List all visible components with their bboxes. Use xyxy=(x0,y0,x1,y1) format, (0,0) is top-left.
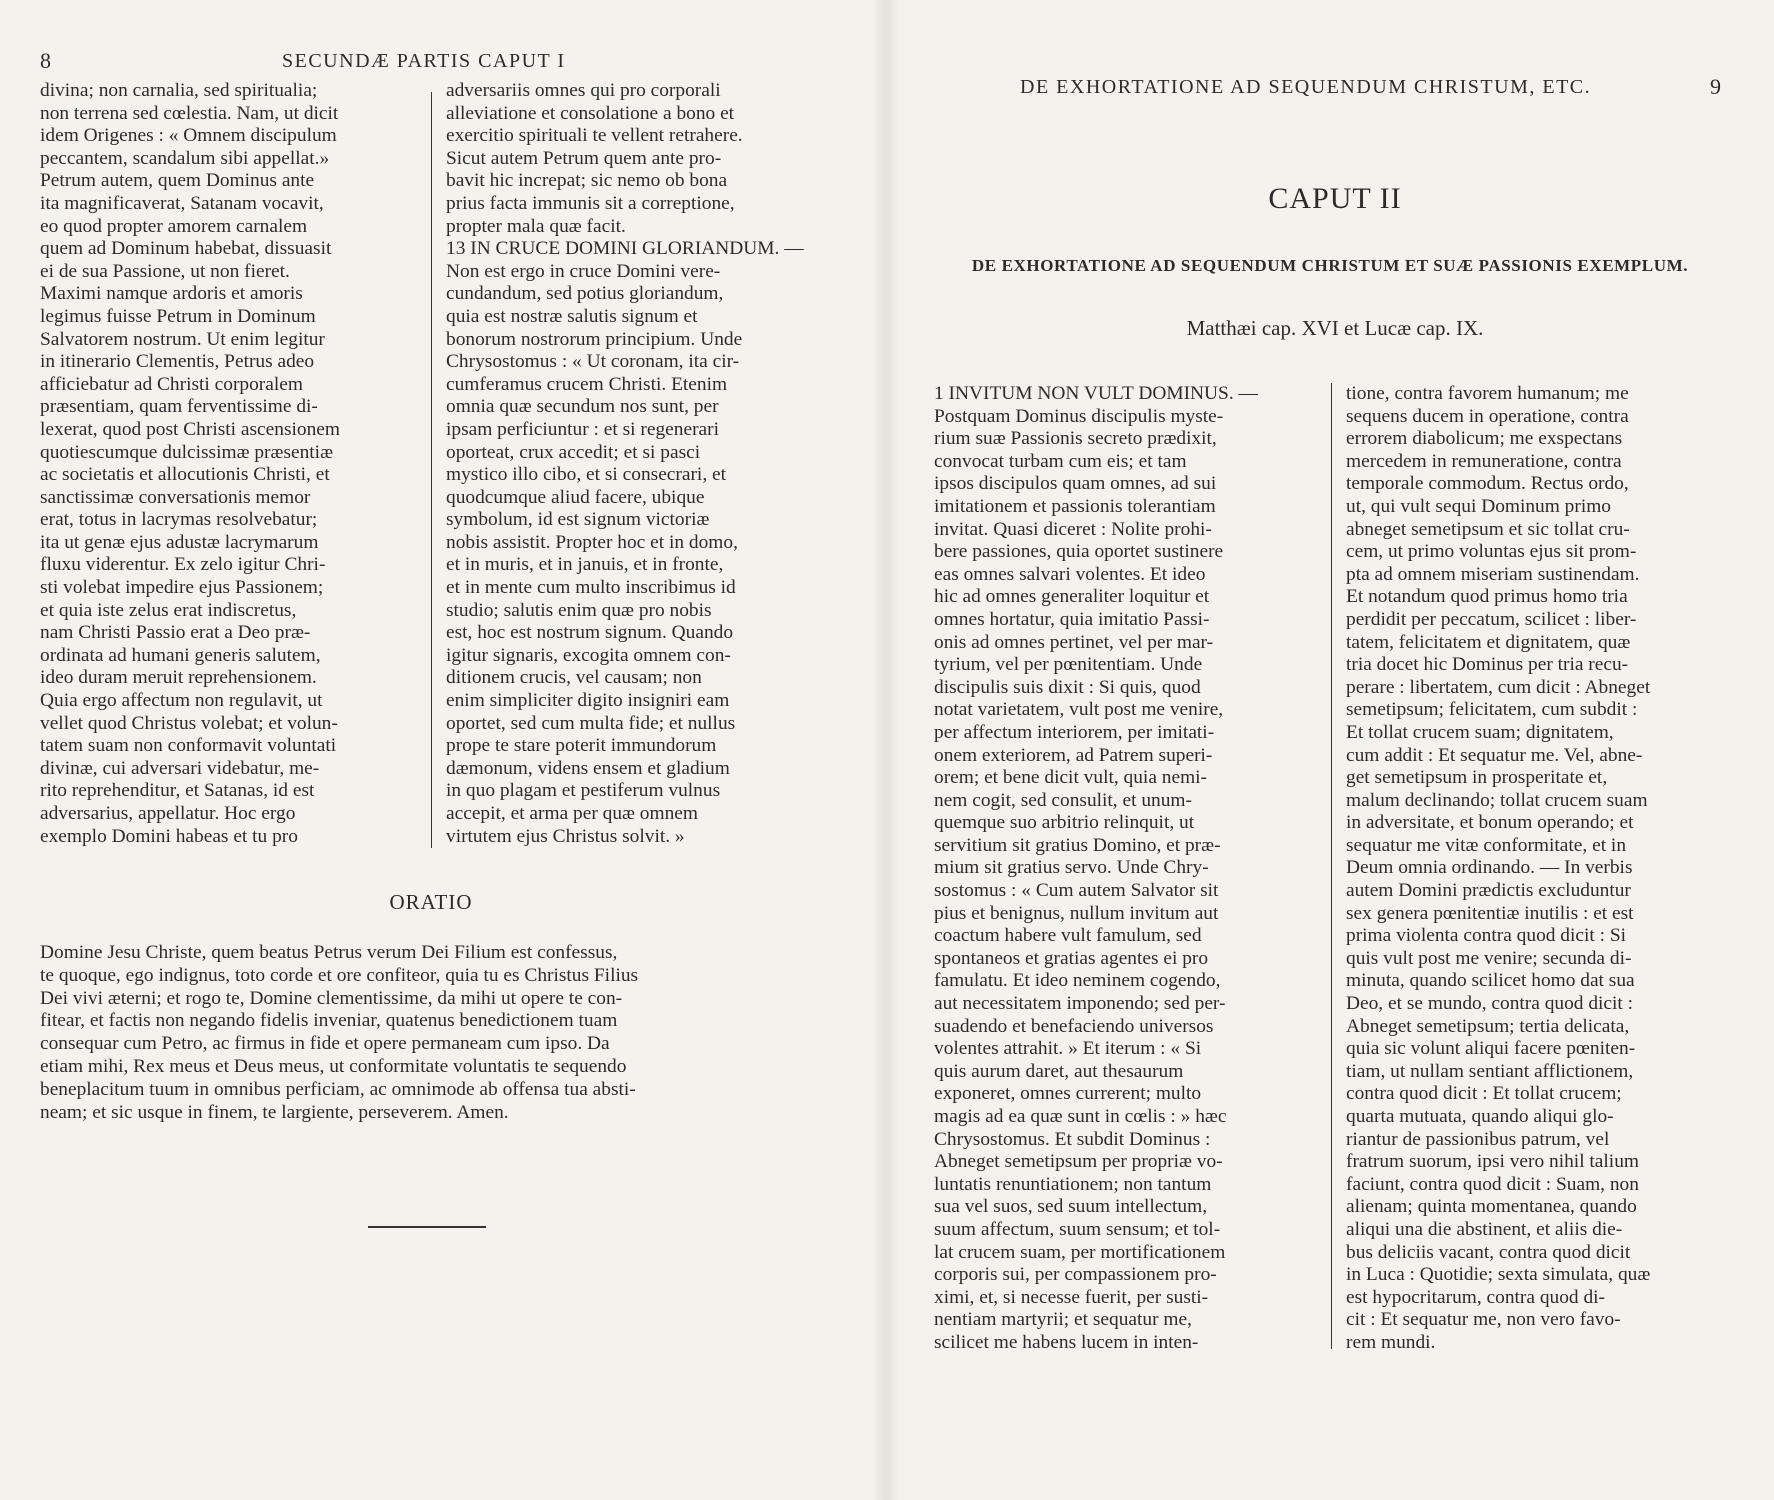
closing-rule xyxy=(368,1226,486,1228)
running-head-right: DE EXHORTATIONE AD SEQUENDUM CHRISTUM, ETC. xyxy=(1020,76,1592,98)
chapter-title: CAPUT II xyxy=(1268,182,1402,215)
left-column-1: divina; non carnalia, sed spiritualia; non terrena sed cœlestia. Nam, ut dicit idem Origenes : « Omnem discipulum peccantem, scandalum sibi appellat.» Petrum autem, quem Dominus ante ita magnificaverat, Satanam vocavit, eo quod propter amorem carnalem quem ad Dominum habebat, dissuasit ei de sua Passione, ut non fieret. Maximi namque ardoris et amoris legimus fuisse Petrum in Dominum Salvatorem nostrum. Ut enim legitur in itinerario Clementis, Petrus adeo afficiebatur ad Christi corporalem præsentiam, quam ferventissime di- lexerat, quod post Christi ascensionem quotiescumque dulcissimæ præsentiæ ac societatis et allocutionis Christi, et sanctissimæ conversationis memor erat, totus in lacrymas resolvebatur; ita ut genæ ejus adustæ lacrymarum fluxu viderentur. Ex zelo igitur Chri- sti volebat impedire ejus Passionem; et quia iste zelus erat indiscretus, nam Christi Passio erat a Deo præ- ordinata ad humani generis salutem, ideo duram meruit reprehensionem. Quia ergo affectum non regulavit, ut vellet quod Christus volebat; et volun- tatem suam non conformavit voluntati divinæ, cui adversari videbatur, me- rito reprehenditur, et Satanas, id est adversarius, appellatur. Hoc ergo exemplo Domini habeas et tu pro xyxy=(40,80,340,847)
chapter-subtitle: DE EXHORTATIONE AD SEQUENDUM CHRISTUM ET SUÆ PASSIONIS EXEMPLUM. xyxy=(971,256,1689,275)
page-number-left: 8 xyxy=(40,48,51,73)
right-page xyxy=(890,0,1774,1500)
column-divider-left xyxy=(431,92,432,848)
oratio-heading: ORATIO xyxy=(389,890,473,914)
prayer-text: Domine Jesu Christe, quem beatus Petrus verum Dei Filium est confessus, te quoque, ego indignus, toto corde et ore confiteor, quia tu es Christus Filius Dei vivi æterni; et rogo te, Domine clementissime, da mihi ut opere te con- fitear, et factis non negando fidelis inveniar, quatenus benedictionem tuam consequar cum Petro, ac firmus in fide et opere permaneam cum ipso. Da etiam mihi, Rex meus et Deus meus, ut conformitate voluntatis te sequendo beneplacitum tuum in omnibus perficiam, ac omnimode ab offensa tua absti- neam; et sic usque in finem, te largiente, perseverem. Amen. xyxy=(40,942,639,1123)
right-column-2: tione, contra favorem humanum; me sequens ducem in operatione, contra errorem diabolicum; me exspectans mercedem in remuneratione, contra temporale commodum. Rectus ordo, ut, qui vult sequi Dominum primo abneget semetipsum et sic tollat cru- cem, ut primo voluntas ejus sit prom- pta ad omnem miseriam sustinendam. Et notandum quod primus homo tria perdidit per peccatum, scilicet : liber- tatem, felicitatem et dignitatem, quæ tria docet hic Dominus per tria recu- perare : libertatem, cum dicit : Abneget semetipsum; felicitatem, cum subdit : Et tollat crucem suam; dignitatem, cum addit : Et sequatur me. Vel, abne- get semetipsum in prosperitate et, malum declinando; tollat crucem suam in adversitate, et bonum operando; et sequatur me vitæ conformitate, et in Deum omnia ordinando. — In verbis autem Domini prædictis excluduntur sex genera pœnitentiæ inutilis : et est prima violenta contra quod dicit : Si quis vult post me venire; secunda di- minuta, quando scilicet homo dat sua Deo, et se mundo, contra quod dicit : Abneget semetipsum; tertia delicata, quia sic volunt aliqui facere pœniten- tiam, ut nullam sentiant afflictionem, contra quod dicit : Et tollat crucem; quarta mutuata, quando aliqui glo- riantur de passionibus patrum, vel fratrum suorum, ipsi vero nihil talium faciunt, contra quod dicit : Suam, non alienam; quinta momentanea, quando aliqui una die abstinent, et aliis die- bus deliciis vacant, contra quod dicit in Luca : Quotidie; sexta simulata, quæ est hypocritarum, contra quod di- cit : Et sequatur me, non vero favo- rem mundi. xyxy=(1346,383,1651,1353)
left-column-2: adversariis omnes qui pro corporali alleviatione et consolatione a bono et exercitio spirituali te vellent retrahere. Sicut autem Petrum quem ante pro- bavit hic increpat; sic nemo ob bona prius facta immunis sit a correptione, propter mala quæ facit. 13 IN CRUCE DOMINI GLORIANDUM. — Non est ergo in cruce Domini vere- cundandum, sed potius gloriandum, quia est nostræ salutis signum et bonorum nostrorum principium. Unde Chrysostomus : « Ut coronam, ita cir- cumferamus crucem Christi. Etenim omnia quæ secundum nos sunt, per ipsam perficiuntur : et si regenerari oporteat, crux accedit; et si pasci mystico illo cibo, et si consecrari, et quodcumque aliud facere, ubique symbolum, id est signum victoriæ nobis assistit. Propter hoc et in domo, et in muris, et in januis, et in fronte, et in mente cum multo inscribimus id studio; salutis enim quæ pro nobis est, hoc est nostrum signum. Quando igitur signaris, excogita omnem con- ditionem crucis, vel causam; non enim simpliciter digito insigniri eam oportet, sed cum multa fide; et nullus prope te stare poterit immundorum dæmonum, videns ensem et gladium in quo plagam et pestiferum vulnus accepit, et arma per quæ omnem virtutem ejus Christus solvit. » xyxy=(446,80,804,847)
left-page xyxy=(0,0,880,1500)
page-number-right: 9 xyxy=(1710,74,1721,99)
column-divider-right xyxy=(1331,383,1332,1349)
right-column-1: 1 INVITUM NON VULT DOMINUS. — Postquam Dominus discipulis myste- rium suæ Passionis secreto prædixit, convocat turbam cum eis; et tam ipsos discipulos quam omnes, ad sui imitationem et passionis tolerantiam invitat. Quasi diceret : Nolite prohi- bere passiones, quia oportet sustinere eas omnes salvari volentes. Et ideo hic ad omnes generaliter loquitur et omnes hortatur, quia imitatio Passi- onis ad omnes pertinet, vel per mar- tyrium, vel per pœnitentiam. Unde discipulis suis dixit : Si quis, quod notat varietatem, vult post me venire, per affectum interiorem, per imitati- onem exteriorem, ad Patrem superi- orem; et bene dicit vult, quia nemi- nem cogit, sed consulit, et unum- quemque suo arbitrio relinquit, ut servitium sit gratius Domino, et præ- mium sit gratius servo. Unde Chry- sostomus : « Cum autem Salvator sit pius et benignus, nullum invitum aut coactum habere vult famulum, sed spontaneos et gratias agentes ei pro famulatu. Et ideo neminem cogendo, aut necessitatem imponendo; sed per- suadendo et benefaciendo universos volentes attrahit. » Et iterum : « Si quis aurum daret, aut thesaurum exponeret, omnes currerent; multo magis ad ea quæ sunt in cœlis : » hæc Chrysostomus. Et subdit Dominus : Abneget semetipsum per propriæ vo- luntatis renuntiationem; non tantum sua vel suos, sed suum intellectum, suum affectum, suum sensum; et tol- lat crucem suam, per mortificationem corporis sui, per compassionem pro- ximi, et, si necesse fuerit, per susti- nentiam martyrii; et sequatur me, scilicet me habens lucem in inten- xyxy=(934,383,1258,1353)
scripture-reference: Matthæi cap. XVI et Lucæ cap. IX. xyxy=(1186,316,1484,340)
running-head-left: SECUNDÆ PARTIS CAPUT I xyxy=(282,50,566,72)
